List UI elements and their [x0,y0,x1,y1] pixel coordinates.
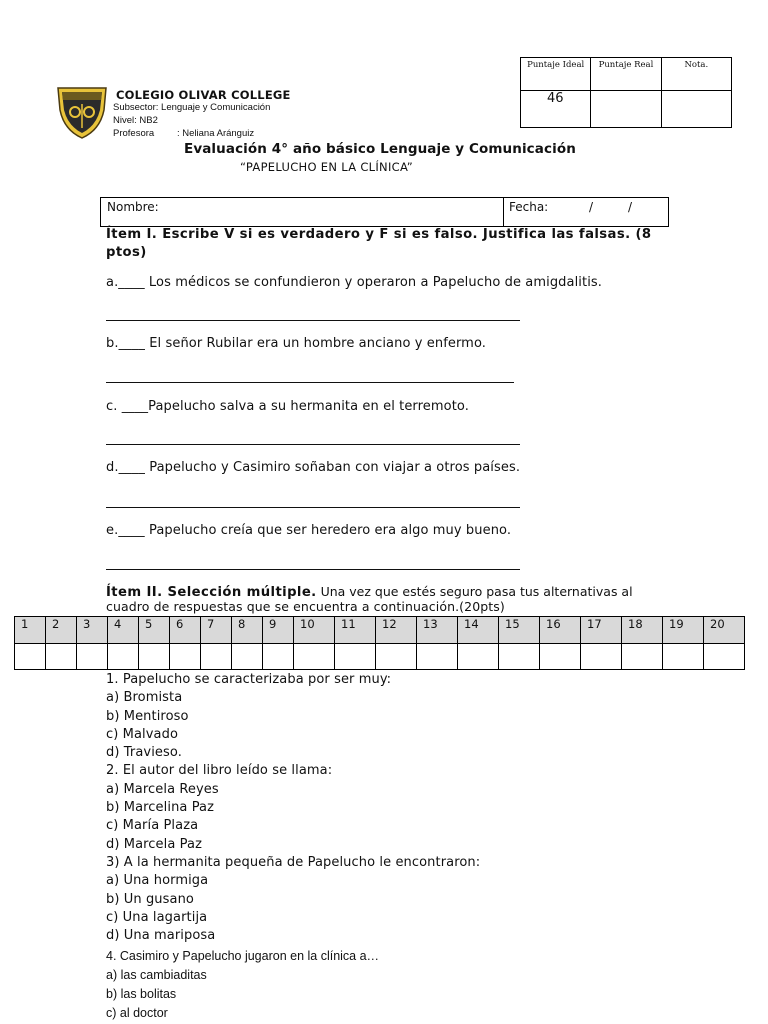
grid-number-19: 19 [663,617,704,644]
answer-line-d[interactable] [106,507,520,508]
option-4b: b) las bolitas [106,987,177,1001]
item2-heading-bold: Ítem II. Selección múltiple. [106,585,317,600]
subsector-line: Subsector: Lenguaje y Comunicación [113,102,271,113]
grid-answer-cell-16[interactable] [540,644,581,670]
score-value-nota[interactable] [661,91,731,128]
answer-line-c[interactable] [106,444,520,445]
option-2d: d) Marcela Paz [106,836,202,852]
grid-number-20: 20 [704,617,745,644]
grid-number-13: 13 [417,617,458,644]
item2-heading-text: Una vez que estés seguro pasa tus alternativas al [316,584,633,599]
grid-number-2: 2 [46,617,77,644]
option-3c: c) Una lagartija [106,909,208,925]
grid-number-11: 11 [335,617,376,644]
answer-line-e[interactable] [106,569,520,570]
statement-a: a.____ Los médicos se confundieron y operaron a Papelucho de amigdalitis. [106,275,603,290]
grid-number-6: 6 [170,617,201,644]
statement-d: d.____ Papelucho y Casimiro soñaban con viajar a otros países. [106,460,521,475]
date-field-label[interactable]: Fecha: [509,200,549,214]
option-4a: a) las cambiaditas [106,968,207,982]
option-1a: a) Bromista [106,690,183,706]
option-2a: a) Marcela Reyes [106,781,219,797]
option-1d: d) Travieso. [106,745,182,761]
question-1-text: 1. Papelucho se caracterizaba por ser muy: [106,672,392,687]
date-slash-1: / [589,200,594,214]
school-name: COLEGIO OLIVAR COLLEGE [116,88,291,102]
profesora-line [113,128,254,140]
option-2c: c) María Plaza [106,818,199,834]
evaluation-subtitle: “PAPELUCHO EN LA CLÍNICA” [240,160,413,174]
statement-b: b.____ El señor Rubilar era un hombre anciano y enfermo. [106,336,487,351]
grid-number-16: 16 [540,617,581,644]
score-header-ideal: Puntaje Ideal [521,58,591,91]
grid-number-9: 9 [263,617,294,644]
grid-number-1: 1 [15,617,46,644]
grid-answer-cell-15[interactable] [499,644,540,670]
grid-answer-cell-3[interactable] [77,644,108,670]
question-4-text: 4. Casimiro y Papelucho jugaron en la clínica a… [106,949,380,963]
grid-answer-cell-12[interactable] [376,644,417,670]
score-value-ideal: 46 [521,91,591,128]
grid-number-7: 7 [201,617,232,644]
question-1 [106,671,480,945]
item2-heading-line2: cuadro de respuestas que se encuentra a continuación.(20pts) [106,599,505,614]
grid-number-18: 18 [622,617,663,644]
grid-answer-cell-11[interactable] [335,644,376,670]
grid-number-3: 3 [77,617,108,644]
grid-number-10: 10 [294,617,335,644]
grid-answer-cell-8[interactable] [232,644,263,670]
score-header-nota: Nota. [661,58,731,91]
answer-line-a[interactable] [106,320,520,321]
grid-number-5: 5 [139,617,170,644]
evaluation-title: Evaluación 4° año básico Lenguaje y Comunicación [184,141,576,157]
grid-answer-cell-13[interactable] [417,644,458,670]
grid-number-17: 17 [581,617,622,644]
option-3d: d) Una mariposa [106,928,216,944]
grid-number-8: 8 [232,617,263,644]
option-4c: c) al doctor [106,1006,168,1020]
grid-answer-cell-17[interactable] [581,644,622,670]
grid-answer-cell-19[interactable] [663,644,704,670]
option-2b: b) Marcelina Paz [106,800,215,816]
grid-answer-cell-4[interactable] [108,644,139,670]
date-slash-2: / [628,200,633,214]
statement-e: e.____ Papelucho creía que ser heredero era algo muy bueno. [106,523,512,538]
answer-grid [14,616,745,670]
grid-answer-cell-1[interactable] [15,644,46,670]
nivel-line: Nivel: NB2 [113,115,158,126]
question-3-text: 3) A la hermanita pequeña de Papelucho le encontraron: [106,854,481,870]
grid-number-12: 12 [376,617,417,644]
option-3b: b) Un gusano [106,891,194,907]
question-2-text: 2. El autor del libro leído se llama: [106,763,333,779]
grid-answer-cell-7[interactable] [201,644,232,670]
question-4 [106,947,379,1023]
grid-answer-cell-10[interactable] [294,644,335,670]
name-date-divider [503,198,504,226]
grid-number-4: 4 [108,617,139,644]
grid-answer-cell-18[interactable] [622,644,663,670]
grid-number-14: 14 [458,617,499,644]
grid-answer-cell-9[interactable] [263,644,294,670]
profesora-value: : Neliana Aránguiz [177,128,255,139]
option-1b: b) Mentiroso [106,708,189,724]
grid-answer-cell-2[interactable] [46,644,77,670]
grid-answer-cell-6[interactable] [170,644,201,670]
score-header-real: Puntaje Real [591,58,661,91]
score-value-real[interactable] [591,91,661,128]
grid-answer-cell-14[interactable] [458,644,499,670]
name-field-label[interactable]: Nombre: [107,200,159,214]
answer-line-b[interactable] [106,382,514,383]
option-3a: a) Una hormiga [106,873,209,889]
option-1c: c) Malvado [106,726,179,742]
profesora-label: Profesora [113,128,155,139]
score-table [520,57,732,128]
grid-answer-cell-20[interactable] [704,644,745,670]
grid-answer-cell-5[interactable] [139,644,170,670]
statement-c: c. ____Papelucho salva a su hermanita en el terremoto. [106,399,469,414]
item1-heading: Ítem I. Escribe V si es verdadero y F si es falso. Justifica las falsas. (8 ptos) [106,227,652,260]
name-date-box [100,197,669,227]
school-crest-logo [56,84,108,140]
grid-number-15: 15 [499,617,540,644]
